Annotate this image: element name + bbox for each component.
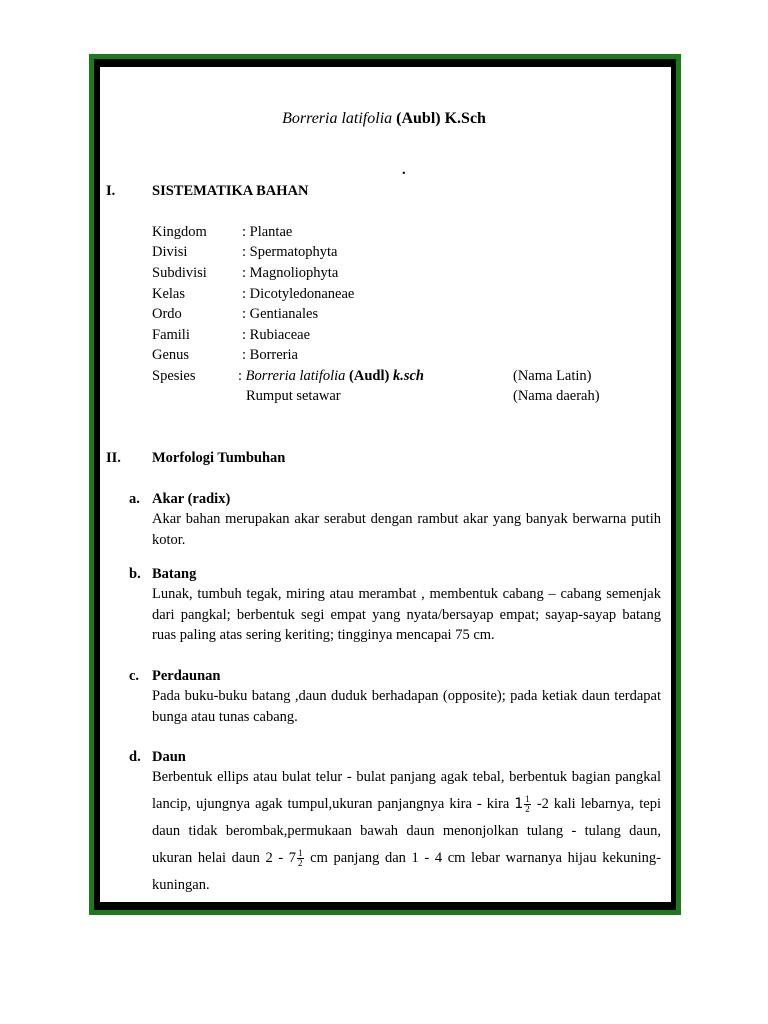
fraction-numerator: 1 <box>525 794 530 805</box>
taxonomy-label: Kelas <box>152 286 186 302</box>
species-latin-name: Borreria latifolia <box>245 368 346 384</box>
taxonomy-label: Kingdom <box>152 224 207 240</box>
fraction-half <box>297 849 304 868</box>
taxonomy-value: : Magnoliophyta <box>242 265 339 281</box>
fraction-half <box>524 795 531 814</box>
species-value <box>238 366 424 386</box>
section-2-heading: Morfologi Tumbuhan <box>152 450 286 466</box>
taxonomy-value: : Plantae <box>242 224 293 240</box>
taxonomy-label: Famili <box>152 327 190 343</box>
item-a-text: Akar bahan merupakan akar serabut dengan rambut akar yang banyak berwarna putih kotor. <box>152 511 661 548</box>
species-author: (Audl) <box>349 368 390 384</box>
item-b-letter: b. <box>129 566 141 582</box>
item-d-text-part1: Berbentuk ellips atau bulat telur - bulat panjang agak tebal, berbentuk bagian pangkal lancip, ujungnya agak tumpul,ukuran panjangnya kira - kira <box>152 769 661 812</box>
item-b-title: Batang <box>152 566 197 582</box>
item-c-text: Pada buku-buku batang ,daun duduk berhadapan (opposite); pada ketiak daun terdapat bunga atau tunas cabang. <box>152 688 661 725</box>
fraction-denominator: 2 <box>298 858 303 869</box>
item-d-letter: d. <box>129 749 141 765</box>
latin-name-note: (Nama Latin) <box>513 368 592 384</box>
species-suffix: k.sch <box>392 368 424 384</box>
section-1-numeral: I. <box>106 183 116 199</box>
document-title <box>0 109 768 129</box>
species-label: Spesies <box>152 368 196 384</box>
title-latin-name: Borreria latifolia <box>282 110 393 127</box>
item-c-title: Perdaunan <box>152 668 221 684</box>
local-name-note: (Nama daerah) <box>513 388 600 404</box>
item-d-title: Daun <box>152 749 186 765</box>
taxonomy-label: Ordo <box>152 306 182 322</box>
section-1-heading: SISTEMATIKA BAHAN <box>152 183 309 199</box>
taxonomy-value: : Spermatophyta <box>242 244 338 260</box>
species-colon: : <box>238 368 246 384</box>
taxonomy-label: Subdivisi <box>152 265 207 281</box>
local-name: Rumput setawar <box>246 388 341 404</box>
item-b-text: Lunak, tumbuh tegak, miring atau merambat , membentuk cabang – cabang semenjak dari pangkal; berbentuk segi empat yang nyata/bersayap empat; sayap-sayap batang ruas paling atas sering keriting; tingginya mencapai 75 cm. <box>152 586 661 643</box>
section-2-numeral: II. <box>106 450 121 466</box>
taxonomy-value: : Borreria <box>242 347 298 363</box>
item-c-letter: c. <box>129 668 140 684</box>
taxonomy-value: : Rubiaceae <box>242 327 311 343</box>
item-d-text-part3: cm panjang dan 1 - 4 cm lebar warnanya hijau kekuning-kuningan. <box>152 850 662 893</box>
fraction-numerator: 1 <box>298 848 303 859</box>
item-d-text-part2: -2 kali lebarnya, tepi daun tidak berombak,permukaan bawah daun menonjolkan tulang - tulang daun, ukuran helai daun 2 - 7 <box>152 796 662 866</box>
fraction-denominator: 2 <box>525 804 530 815</box>
item-a-letter: a. <box>129 491 140 507</box>
item-d-text <box>152 764 661 899</box>
title-author: (Aubl) K.Sch <box>396 110 486 127</box>
taxonomy-value: : Gentianales <box>242 306 319 322</box>
taxonomy-value: : Dicotyledonaneae <box>242 286 355 302</box>
fraction-whole: 1 <box>514 796 524 812</box>
item-a-title: Akar (radix) <box>152 491 231 507</box>
taxonomy-label: Genus <box>152 347 190 363</box>
taxonomy-label: Divisi <box>152 244 188 260</box>
center-dot: . <box>402 162 406 178</box>
